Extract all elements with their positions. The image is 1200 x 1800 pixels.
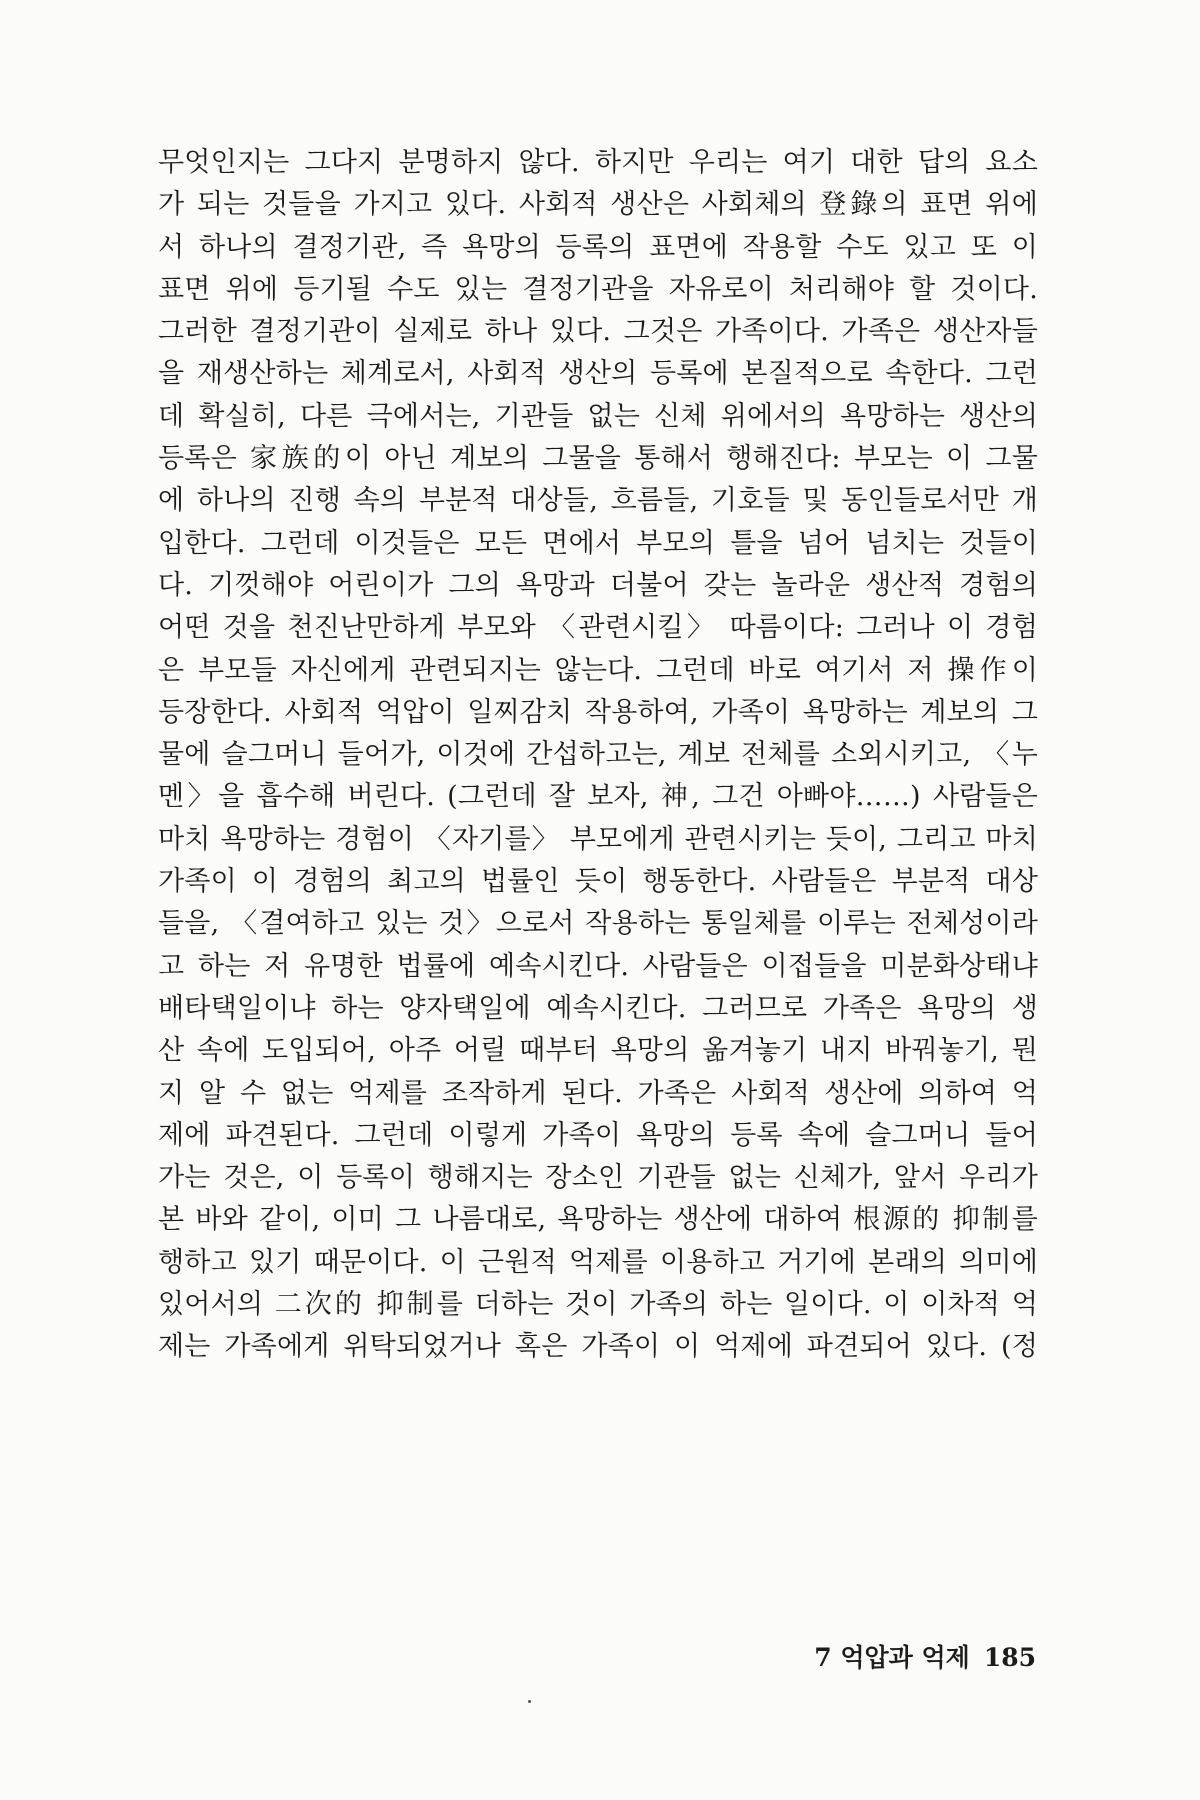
text-line: 산 속에 도입되어, 아주 어릴 때부터 욕망의 옮겨놓기 내지 바꿔놓기, 뭔	[158, 1035, 1038, 1067]
text-line: 무엇인지는 그다지 분명하지 않다. 하지만 우리는 여기 대한 답의 요소	[158, 147, 1038, 178]
text-line: 입한다. 그런데 이것들은 모든 면에서 부모의 틀을 넘어 넘치는 것들이	[158, 527, 1038, 559]
running-footer	[800, 1638, 1036, 1674]
text-line: 물에 슬그머니 들어가, 이것에 간섭하고는, 계보 전체를 소외시키고, 〈누	[158, 739, 1038, 771]
text-line: 에 하나의 진행 속의 부분적 대상들, 흐름들, 기호들 및 동인들로서만 개	[158, 485, 1038, 517]
text-line: 어떤 것을 천진난만하게 부모와 〈관련시킬〉 따름이다: 그러나 이 경험	[158, 612, 1038, 644]
text-line: 마치 욕망하는 경험이 〈자기를〉 부모에게 관련시키는 듯이, 그리고 마치	[158, 823, 1038, 855]
text-line: 행하고 있기 때문이다. 이 근원적 억제를 이용하고 거기에 본래의 의미에	[158, 1246, 1038, 1278]
text-line: 다. 기껏해야 어린이가 그의 욕망과 더불어 갖는 놀라운 생산적 경험의	[158, 569, 1038, 601]
text-line: 은 부모들 자신에게 관련되지는 않는다. 그런데 바로 여기서 저 操作이	[158, 654, 1038, 686]
text-line: 배타택일이냐 하는 양자택일에 예속시킨다. 그러므로 가족은 욕망의 생	[158, 992, 1038, 1024]
text-line: 제에 파견된다. 그런데 이렇게 가족이 욕망의 등록 속에 슬그머니 들어	[158, 1119, 1038, 1151]
scan-speck	[528, 1700, 531, 1703]
page-number: 185	[983, 1643, 1036, 1672]
chapter-title: 7 억압과 억제	[814, 1643, 970, 1672]
text-line: 지 알 수 없는 억제를 조작하게 된다. 가족은 사회적 생산에 의하여 억	[158, 1077, 1038, 1109]
text-line: 데 확실히, 다른 극에서는, 기관들 없는 신체 위에서의 욕망하는 생산의	[158, 400, 1038, 432]
text-line: 제는 가족에게 위탁되었거나 혹은 가족이 이 억제에 파견되어 있다. (정	[158, 1331, 1038, 1363]
text-line: 가는 것은, 이 등록이 행해지는 장소인 기관들 없는 신체가, 앞서 우리가	[158, 1162, 1038, 1194]
text-line: 서 하나의 결정기관, 즉 욕망의 등록의 표면에 작용할 수도 있고 또 이	[158, 231, 1038, 263]
text-line: 고 하는 저 유명한 법률에 예속시킨다. 사람들은 이접들을 미분화상태냐	[158, 950, 1038, 982]
text-line: 그러한 결정기관이 실제로 하나 있다. 그것은 가족이다. 가족은 생산자들	[158, 316, 1038, 348]
text-line: 멘〉을 흡수해 버린다. (그런데 잘 보자, 神, 그건 아빠야……) 사람들은	[158, 781, 1038, 813]
text-line: 등록은 家族的이 아닌 계보의 그물을 통해서 행해진다: 부모는 이 그물	[158, 443, 1038, 475]
text-line: 등장한다. 사회적 억압이 일찌감치 작용하여, 가족이 욕망하는 계보의 그	[158, 696, 1038, 728]
body-text	[158, 142, 1038, 1369]
text-line: 들을, 〈결여하고 있는 것〉으로서 작용하는 통일체를 이루는 전체성이라	[158, 908, 1038, 940]
text-line: 있어서의 二次的 抑制를 더하는 것이 가족의 하는 일이다. 이 이차적 억	[158, 1289, 1038, 1321]
text-line: 가족이 이 경험의 최고의 법률인 듯이 행동한다. 사람들은 부분적 대상	[158, 866, 1038, 898]
text-line: 을 재생산하는 체계로서, 사회적 생산의 등록에 본질적으로 속한다. 그런	[158, 358, 1038, 390]
text-line: 본 바와 같이, 이미 그 나름대로, 욕망하는 생산에 대하여 根源的 抑制를	[158, 1204, 1038, 1236]
text-line: 가 되는 것들을 가지고 있다. 사회적 생산은 사회체의 登錄의 표면 위에	[158, 189, 1038, 221]
text-line: 표면 위에 등기될 수도 있는 결정기관을 자유로이 처리해야 할 것이다.	[158, 273, 1038, 305]
